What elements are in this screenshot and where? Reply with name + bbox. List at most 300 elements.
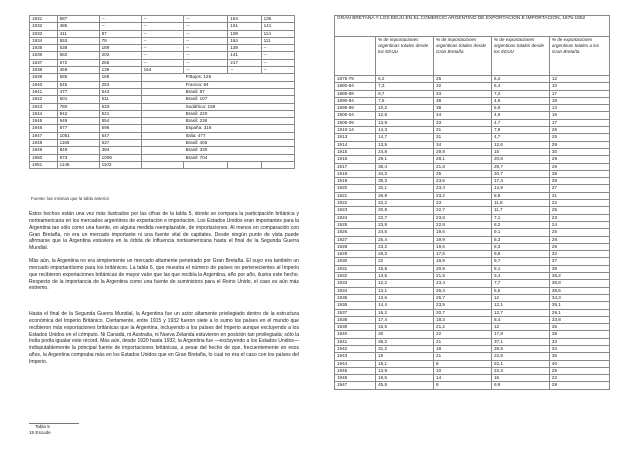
table-cell: 1937 bbox=[30, 59, 58, 66]
table-cell: 25 bbox=[549, 134, 609, 141]
table-cell: 8,2 bbox=[491, 221, 549, 228]
left-data-table bbox=[29, 15, 295, 169]
table-cell: 12 bbox=[491, 324, 549, 331]
table-cell: 1166 bbox=[57, 140, 99, 147]
table-cell: 21 bbox=[434, 338, 492, 345]
table-row bbox=[335, 134, 610, 141]
right-table-title: GRAN BRETAÑA Y LOS EEUU EN EL COMERCIO ARGENTINO DE EXPORTACION E IMPORTACION, 1875-1952 bbox=[335, 16, 610, 37]
table-cell: 1943 bbox=[335, 353, 376, 360]
table-cell: 23,6 bbox=[434, 214, 492, 221]
table-cell: 582 bbox=[57, 52, 99, 59]
table-cell: 477 bbox=[57, 88, 99, 95]
table-cell: 36,2 bbox=[549, 273, 609, 280]
table-cell: 31,2 bbox=[376, 345, 434, 352]
table-cell: 39 bbox=[549, 265, 609, 272]
table-row bbox=[335, 207, 610, 214]
table-cell: 5,9 bbox=[491, 105, 549, 112]
table-cell: 12,2 bbox=[376, 280, 434, 287]
table-cell: 13,5 bbox=[376, 273, 434, 280]
table-cell: 17,8 bbox=[491, 331, 549, 338]
table-cell: 25,7 bbox=[434, 294, 492, 301]
table-cell: 31 bbox=[434, 127, 492, 134]
table-cell: 8,3 bbox=[491, 243, 549, 250]
table-cell: 18 bbox=[549, 97, 609, 104]
table-cell: 32 bbox=[549, 251, 609, 258]
table-cell: 38 bbox=[434, 105, 492, 112]
table-cell: 9,9 bbox=[491, 382, 549, 389]
table-cell: 554 bbox=[99, 118, 141, 125]
table-cell: 1890-94 bbox=[335, 97, 376, 104]
table-cell: 29 bbox=[549, 178, 609, 185]
table-cell: 23,2 bbox=[434, 192, 492, 199]
table-cell: 521 bbox=[99, 110, 141, 117]
table-cell: 1939 bbox=[335, 324, 376, 331]
table-cell: 45,8 bbox=[376, 382, 434, 389]
table-cell: 19,9 bbox=[434, 236, 492, 243]
table-cell: 139 bbox=[228, 45, 261, 52]
table-cell: 26,3 bbox=[434, 287, 492, 294]
table-cell: -- bbox=[141, 16, 184, 23]
table-cell: España: 316 bbox=[141, 125, 294, 132]
table-cell: 1051 bbox=[57, 132, 99, 139]
table-cell: 9,8 bbox=[491, 251, 549, 258]
table-cell: 24,6 bbox=[376, 229, 434, 236]
table-cell: -- bbox=[141, 30, 184, 37]
table-cell: 23,4 bbox=[434, 185, 492, 192]
table-cell: 4,6 bbox=[491, 112, 549, 119]
table-cell: 459 bbox=[57, 67, 99, 74]
table-cell: 9,7 bbox=[491, 258, 549, 265]
table-cell: 1148 bbox=[57, 161, 99, 168]
table-cell: 13 bbox=[549, 105, 609, 112]
table-cell: 255 bbox=[99, 59, 141, 66]
table-row bbox=[335, 83, 610, 90]
table-cell: 11,8 bbox=[491, 200, 549, 207]
table-cell: 1927 bbox=[335, 236, 376, 243]
table-cell: 8 bbox=[434, 382, 492, 389]
table-cell: 22,8 bbox=[491, 353, 549, 360]
table-cell: 22 bbox=[549, 375, 609, 382]
table-cell: Brasil: 330 bbox=[141, 147, 294, 154]
table-cell: 1947 bbox=[335, 382, 376, 389]
table-cell bbox=[228, 161, 261, 168]
table-cell: 1914 bbox=[335, 141, 376, 148]
table-row bbox=[30, 45, 295, 52]
table-row bbox=[335, 141, 610, 148]
table-row bbox=[30, 88, 295, 95]
table-cell: 1910-14 bbox=[335, 127, 376, 134]
table-cell: 202 bbox=[99, 52, 141, 59]
table-cell: 38 bbox=[434, 97, 492, 104]
right-table-header: % de exportaciones argentinas totales a los Gran Bretaña bbox=[549, 37, 609, 76]
table-cell: 26 bbox=[549, 127, 609, 134]
table-cell: -- bbox=[184, 16, 228, 23]
table-row bbox=[30, 147, 295, 154]
table-row bbox=[335, 280, 610, 287]
table-cell: 29,1 bbox=[549, 309, 609, 316]
table-cell: 11,7 bbox=[491, 207, 549, 214]
table-cell: 16 bbox=[549, 112, 609, 119]
table-cell: Brasil: 220 bbox=[141, 110, 294, 117]
table-cell: 29 bbox=[549, 156, 609, 163]
table-cell: 189 bbox=[99, 45, 141, 52]
table-cell: 17,6 bbox=[434, 251, 492, 258]
table-row bbox=[30, 37, 295, 44]
table-row bbox=[30, 23, 295, 30]
table-cell: 164 bbox=[141, 67, 184, 74]
table-cell: 217 bbox=[228, 59, 261, 66]
table-row bbox=[30, 140, 295, 147]
table-cell: 1931 bbox=[335, 265, 376, 272]
table-cell: 1932 bbox=[335, 273, 376, 280]
right-data-table bbox=[334, 15, 610, 390]
table-row bbox=[335, 236, 610, 243]
table-row bbox=[335, 287, 610, 294]
table-cell: 7,2 bbox=[491, 90, 549, 97]
table-row bbox=[335, 156, 610, 163]
table-row bbox=[30, 30, 295, 37]
table-cell: 6,2 bbox=[491, 76, 549, 83]
table-cell: 545 bbox=[57, 81, 99, 88]
table-cell: 35,2 bbox=[376, 338, 434, 345]
table-cell: 601 bbox=[57, 96, 99, 103]
table-cell: -- bbox=[99, 16, 141, 23]
table-cell: Brasil: 107 bbox=[141, 96, 294, 103]
table-row bbox=[335, 112, 610, 119]
table-cell: 14,9 bbox=[491, 185, 549, 192]
table-row bbox=[335, 192, 610, 199]
table-cell: 25 bbox=[434, 76, 492, 83]
table-cell: -- bbox=[184, 30, 228, 37]
table-cell: 1920 bbox=[335, 185, 376, 192]
table-cell: 161 bbox=[228, 23, 261, 30]
footer-table-label: Tabla 5 bbox=[35, 424, 50, 429]
table-cell: 1933 bbox=[335, 280, 376, 287]
page-footer bbox=[29, 424, 51, 436]
table-cell: 1923 bbox=[335, 207, 376, 214]
table-cell: 13,6 bbox=[376, 294, 434, 301]
table-cell: 20,9 bbox=[376, 207, 434, 214]
table-cell: 6,1 bbox=[491, 265, 549, 272]
table-row bbox=[30, 74, 295, 81]
table-row bbox=[335, 127, 610, 134]
table-row bbox=[30, 67, 295, 74]
table-cell: 1950 bbox=[30, 154, 58, 161]
table-cell: -- bbox=[261, 67, 294, 74]
table-row bbox=[335, 324, 610, 331]
table-cell: 26,3 bbox=[376, 251, 434, 258]
table-cell: 849 bbox=[57, 147, 99, 154]
table-cell: 780 bbox=[57, 103, 99, 110]
table-cell: 36 bbox=[549, 353, 609, 360]
table-cell: 38 bbox=[549, 331, 609, 338]
table-cell: 35,3 bbox=[376, 178, 434, 185]
table-cell: -- bbox=[141, 59, 184, 66]
table-cell: -- bbox=[141, 37, 184, 44]
table-row bbox=[335, 258, 610, 265]
table-cell: 13,9 bbox=[376, 367, 434, 374]
table-cell: 23,5 bbox=[434, 302, 492, 309]
table-cell: 1942 bbox=[335, 345, 376, 352]
table-cell: 533 bbox=[99, 103, 141, 110]
table-cell: 33 bbox=[549, 338, 609, 345]
table-cell: 253 bbox=[99, 81, 141, 88]
table-cell: 1926 bbox=[335, 229, 376, 236]
table-cell: 649 bbox=[57, 118, 99, 125]
table-cell bbox=[261, 161, 294, 168]
table-cell: 111 bbox=[261, 37, 294, 44]
table-row bbox=[335, 105, 610, 112]
table-cell: 1940 bbox=[30, 81, 58, 88]
table-cell: 13,5 bbox=[376, 141, 434, 148]
table-cell: 10,2 bbox=[376, 105, 434, 112]
table-cell: 8 bbox=[434, 360, 492, 367]
table-cell: 1934 bbox=[30, 37, 58, 44]
table-cell: 587 bbox=[57, 16, 99, 23]
table-cell: -- bbox=[184, 45, 228, 52]
table-row bbox=[335, 185, 610, 192]
table-cell: 37,1 bbox=[491, 338, 549, 345]
table-cell: 19 bbox=[376, 353, 434, 360]
table-row bbox=[335, 353, 610, 360]
table-cell: 15,8 bbox=[376, 265, 434, 272]
table-cell: 31 bbox=[549, 192, 609, 199]
table-row bbox=[335, 229, 610, 236]
table-cell: 12,6 bbox=[491, 141, 549, 148]
table-cell: 14,7 bbox=[376, 134, 434, 141]
table-cell: 1885-89 bbox=[335, 90, 376, 97]
table-cell: 8,7 bbox=[376, 90, 434, 97]
table-cell: 15 bbox=[491, 148, 549, 155]
table-row bbox=[335, 345, 610, 352]
table-cell: 25 bbox=[549, 229, 609, 236]
table-cell: 19,9 bbox=[434, 258, 492, 265]
table-cell: 973 bbox=[57, 154, 99, 161]
table-cell: 87 bbox=[99, 30, 141, 37]
table-cell: -- bbox=[141, 52, 184, 59]
table-cell: 141 bbox=[261, 23, 294, 30]
right-table-header-row bbox=[335, 37, 610, 76]
body-paragraph-2: Más aún, la Argentina no era simplemente un mercado altamente penetrado por Gran Bretaña. El suyo era también un mercado importantísimo para los británicos. La tabla 6, que muestra el número de países no pertenecientes al Imperio que recibieron exportaciones británicas de mayor valor que las que recibía la Argentina, año por año, ilustra este hecho. Respecto de la importancia de la Argentina como una fuente de suministros para el Reino Unido, el caso es aún más extremo. bbox=[29, 258, 299, 292]
table-cell: 35,1 bbox=[549, 302, 609, 309]
table-row bbox=[335, 163, 610, 170]
table-row bbox=[30, 103, 295, 110]
table-cell: -- bbox=[228, 67, 261, 74]
table-cell: 28 bbox=[549, 243, 609, 250]
table-cell: 22,3 bbox=[491, 367, 549, 374]
table-cell: -- bbox=[99, 23, 141, 30]
table-cell: 553 bbox=[57, 37, 99, 44]
table-row bbox=[335, 273, 610, 280]
table-row bbox=[335, 302, 610, 309]
table-cell: -- bbox=[141, 23, 184, 30]
table-cell: 33,8 bbox=[549, 316, 609, 323]
table-cell: 1932 bbox=[30, 23, 58, 30]
table-row bbox=[335, 170, 610, 177]
table-cell: 20,8 bbox=[491, 156, 549, 163]
table-cell: 12,1 bbox=[491, 302, 549, 309]
table-cell: 28,5 bbox=[491, 345, 549, 352]
body-paragraph-3: Hasta el final de la Segunda Guerra Mundial, la Argentina fue un actor altamente privilegiado dentro de la estructura económica del Imperio Británico. Ciertamente, entre 1915 y 1932 fueron siete a lo sumo los países en el mundo que recibieron más exportaciones británicas que la Argentina, incluyendo a los países del Imperio aunque excluyendo a los Estados Unidos en el cómputo. Ni Canadá, ni Australia, ni Nueva Zelanda estuvieron en posición tan privilegiada; sólo la India podía igualar este récord. Más aún, desde 1920 hasta 1932, la Argentina fue —excluyendo a los Estados Unidos— indisputablemente la principal fuente de importaciones británicas, a pesar del hecho de que, frecuentemente en esos años, la Argentina compraba más en los Estados Unidos que en Gran Bretaña, lo cual no era el caso con los países del Imperio. bbox=[29, 311, 299, 365]
table-cell: P.Bajos: 128 bbox=[141, 74, 294, 81]
table-row bbox=[335, 90, 610, 97]
table-cell: 22 bbox=[549, 200, 609, 207]
table-cell: 1944 bbox=[30, 110, 58, 117]
table-row bbox=[335, 243, 610, 250]
table-cell: 10 bbox=[434, 367, 492, 374]
table-cell: 1913 bbox=[335, 134, 376, 141]
table-cell: 79 bbox=[99, 37, 141, 44]
right-table-header: % de importaciones argentinas totales desde Gran Bretaña bbox=[434, 37, 492, 76]
table-cell: 877 bbox=[57, 125, 99, 132]
table-cell: 1939 bbox=[30, 74, 58, 81]
table-row bbox=[30, 125, 295, 132]
table-cell: 5,5 bbox=[491, 287, 549, 294]
table-cell: 23 bbox=[549, 214, 609, 221]
table-cell: 20,7 bbox=[491, 170, 549, 177]
table-cell: 1936 bbox=[30, 52, 58, 59]
table-cell: 1933 bbox=[30, 30, 58, 37]
table-cell: 672 bbox=[57, 59, 99, 66]
table-cell: -- bbox=[261, 52, 294, 59]
table-cell: 7,7 bbox=[491, 280, 549, 287]
table-cell: 17 bbox=[549, 119, 609, 126]
table-cell: 25,4 bbox=[376, 236, 434, 243]
table-row bbox=[30, 118, 295, 125]
table-cell: 1916 bbox=[335, 156, 376, 163]
table-cell: 20,7 bbox=[434, 309, 492, 316]
table-cell: 36,4 bbox=[376, 163, 434, 170]
table-cell: 1925 bbox=[335, 221, 376, 228]
table-row bbox=[335, 294, 610, 301]
table-row bbox=[30, 110, 295, 117]
table-cell: 14,3 bbox=[376, 127, 434, 134]
table-cell: 1905-09 bbox=[335, 119, 376, 126]
table-cell: 12,7 bbox=[491, 309, 549, 316]
table-cell: 1930 bbox=[335, 258, 376, 265]
table-cell: 9,1 bbox=[491, 229, 549, 236]
table-cell: 16,2 bbox=[376, 309, 434, 316]
table-cell: 1919 bbox=[335, 178, 376, 185]
table-cell: 22 bbox=[376, 258, 434, 265]
table-cell: 21,8 bbox=[434, 163, 492, 170]
table-cell: 16,5 bbox=[376, 324, 434, 331]
right-table-header: % de exportaciones argentinas totales desde los EEUU bbox=[491, 37, 549, 76]
table-cell: 12 bbox=[549, 76, 609, 83]
table-cell: 16,5 bbox=[376, 375, 434, 382]
table-cell: 538 bbox=[57, 45, 99, 52]
table-cell: 25 bbox=[549, 367, 609, 374]
table-cell: 7,5 bbox=[376, 97, 434, 104]
table-cell: 29 bbox=[549, 382, 609, 389]
table-cell: 23 bbox=[434, 200, 492, 207]
table-cell: 21,5 bbox=[434, 273, 492, 280]
table-cell: 12 bbox=[491, 294, 549, 301]
table-cell: Brasil: 87 bbox=[141, 88, 294, 95]
table-cell: 108 bbox=[228, 30, 261, 37]
table-cell: Brasil: 238 bbox=[141, 118, 294, 125]
table-cell: 511 bbox=[99, 96, 141, 103]
table-cell: 1941 bbox=[30, 88, 58, 95]
table-cell: 13,1 bbox=[376, 287, 434, 294]
table-cell: Francia: 84 bbox=[141, 81, 294, 88]
table-cell: 3,4 bbox=[491, 273, 549, 280]
table-cell: 10 bbox=[549, 83, 609, 90]
table-cell: 1935 bbox=[335, 294, 376, 301]
table-cell: 34 bbox=[549, 345, 609, 352]
table-cell: 15 bbox=[491, 375, 549, 382]
table-cell: 22,8 bbox=[434, 221, 492, 228]
table-cell: 27 bbox=[549, 185, 609, 192]
table-row bbox=[335, 265, 610, 272]
table-cell: Italia: 477 bbox=[141, 132, 294, 139]
table-cell: -- bbox=[261, 59, 294, 66]
table-cell: 1918 bbox=[335, 170, 376, 177]
table-cell: 4,7 bbox=[491, 134, 549, 141]
table-cell: 1946 bbox=[335, 375, 376, 382]
table-cell: Sudáfrica: 159 bbox=[141, 103, 294, 110]
table-cell: 1915 bbox=[335, 148, 376, 155]
table-cell: 547 bbox=[99, 132, 141, 139]
left-table-source-note: Fuente: las mismas que la tabla anterior bbox=[31, 196, 110, 201]
table-cell: 37 bbox=[549, 258, 609, 265]
table-cell: 25 bbox=[434, 170, 492, 177]
table-row bbox=[335, 309, 610, 316]
table-row bbox=[335, 316, 610, 323]
table-cell: 23,4 bbox=[434, 280, 492, 287]
table-cell: 31 bbox=[434, 134, 492, 141]
table-cell: 18,3 bbox=[434, 316, 492, 323]
table-cell: 1928 bbox=[335, 243, 376, 250]
table-cell: 1938 bbox=[30, 67, 58, 74]
table-cell: 1945 bbox=[30, 118, 58, 125]
table-cell: 485 bbox=[57, 23, 99, 30]
table-cell: 1947 bbox=[30, 132, 58, 139]
table-row bbox=[335, 375, 610, 382]
table-row bbox=[30, 52, 295, 59]
table-row bbox=[335, 119, 610, 126]
table-row bbox=[30, 81, 295, 88]
table-cell: 14,4 bbox=[376, 302, 434, 309]
table-cell: 139 bbox=[99, 67, 141, 74]
table-cell: 1943 bbox=[30, 103, 58, 110]
table-cell: 34 bbox=[434, 141, 492, 148]
table-cell: 411 bbox=[57, 30, 99, 37]
table-cell: 23,2 bbox=[376, 243, 434, 250]
table-cell: 25 bbox=[549, 207, 609, 214]
right-table-header: % de importaciones argentinas totales desde los EEUU bbox=[376, 37, 434, 76]
table-cell: 29,7 bbox=[491, 163, 549, 170]
table-cell: 22 bbox=[434, 331, 492, 338]
table-cell: 189 bbox=[99, 74, 141, 81]
table-cell bbox=[184, 161, 228, 168]
table-cell: 34,3 bbox=[376, 170, 434, 177]
table-cell: 1949 bbox=[30, 147, 58, 154]
table-cell: 32 bbox=[434, 83, 492, 90]
table-cell: 1945 bbox=[335, 367, 376, 374]
table-cell: 26,9 bbox=[376, 192, 434, 199]
table-cell: 154 bbox=[228, 16, 261, 23]
table-cell: 36,8 bbox=[549, 280, 609, 287]
table-cell: -- bbox=[184, 52, 228, 59]
table-cell: 21 bbox=[434, 353, 492, 360]
table-cell: 15,1 bbox=[376, 360, 434, 367]
table-row bbox=[335, 200, 610, 207]
table-cell: 30 bbox=[376, 331, 434, 338]
table-cell: 1917 bbox=[335, 163, 376, 170]
table-cell: 7,1 bbox=[491, 214, 549, 221]
table-cell bbox=[141, 161, 184, 168]
